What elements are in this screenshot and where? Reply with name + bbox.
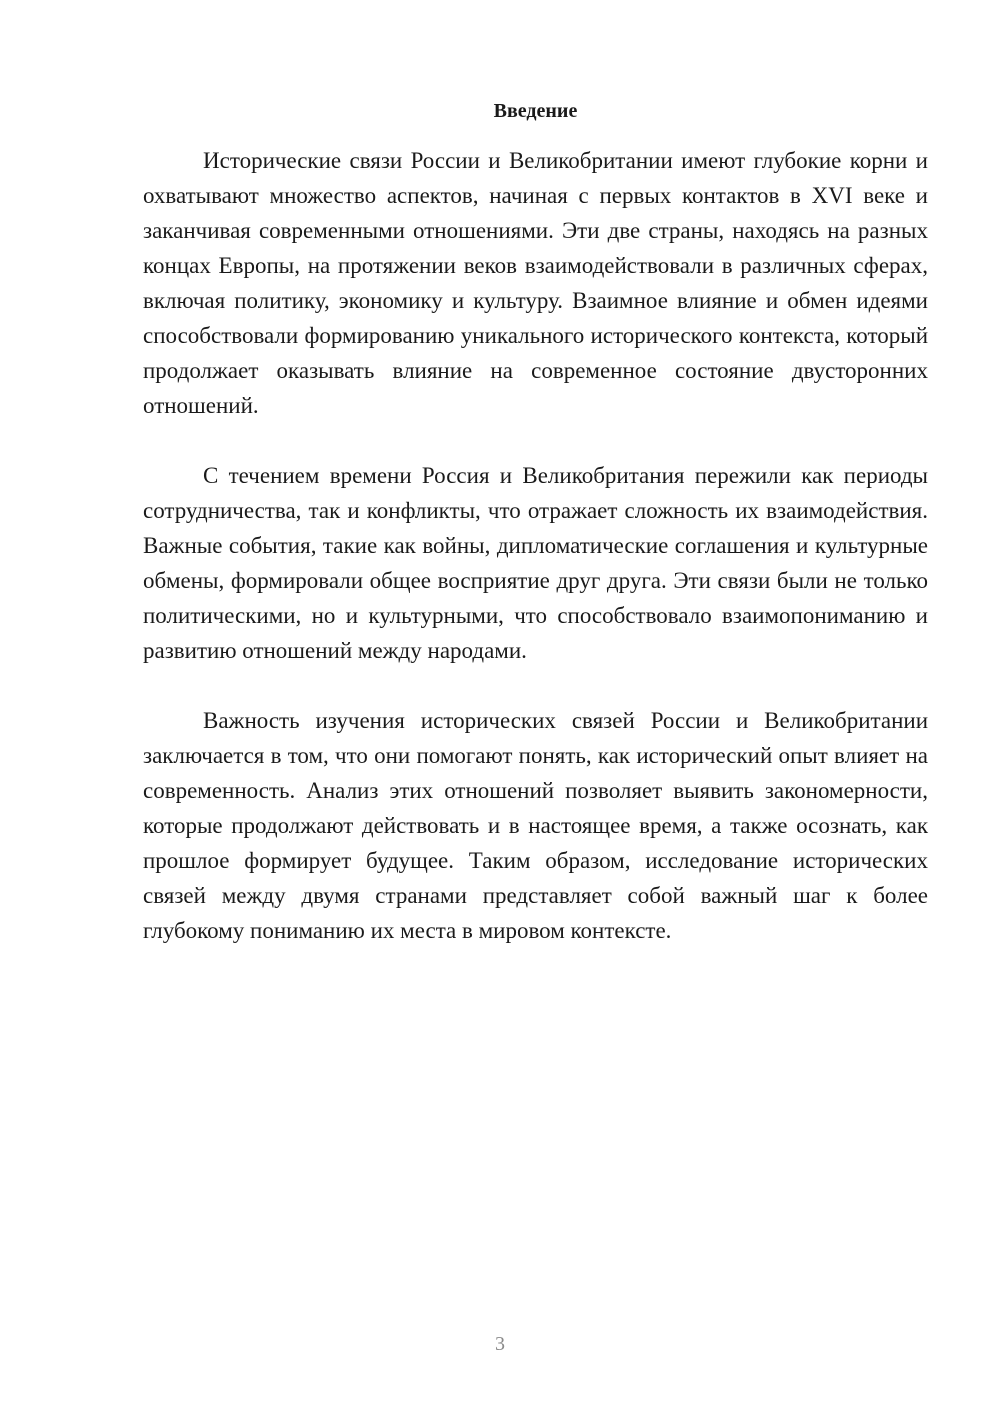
- page-number: 3: [495, 1333, 505, 1355]
- paragraph-2: С течением времени Россия и Великобритания пережили как периоды сотрудничества, так и конфликты, что отражает сложность их взаимодействия. Важные события, такие как войны, дипломатические соглашения и культурные обмены, формировали общее восприятие друг друга. Эти связи были не только политическими, но и культурными, что способствовало взаимопониманию и развитию отношений между народами.: [143, 463, 928, 663]
- paragraph-3: Важность изучения исторических связей России и Великобритании заключается в том, что они помогают понять, как исторический опыт влияет на современность. Анализ этих отношений позволяет выявить закономерности, которые продолжают действовать и в настоящее время, а также осознать, как прошлое формирует будущее. Таким образом, исследование исторических связей между двумя странами представляет собой важный шаг к более глубокому пониманию их места в мировом контексте.: [143, 708, 928, 943]
- section-heading: Введение: [493, 100, 578, 122]
- body-text: [143, 143, 928, 983]
- paragraph-1: Исторические связи России и Великобритании имеют глубокие корни и охватывают множество аспектов, начиная с первых контактов в XVI веке и заканчивая современными отношениями. Эти две страны, находясь на разных концах Европы, на протяжении веков взаимодействовали в различных сферах, включая политику, экономику и культуру. Взаимное влияние и обмен идеями способствовали формированию уникального исторического контекста, который продолжает оказывать влияние на современное состояние двусторонних отношений.: [143, 148, 928, 418]
